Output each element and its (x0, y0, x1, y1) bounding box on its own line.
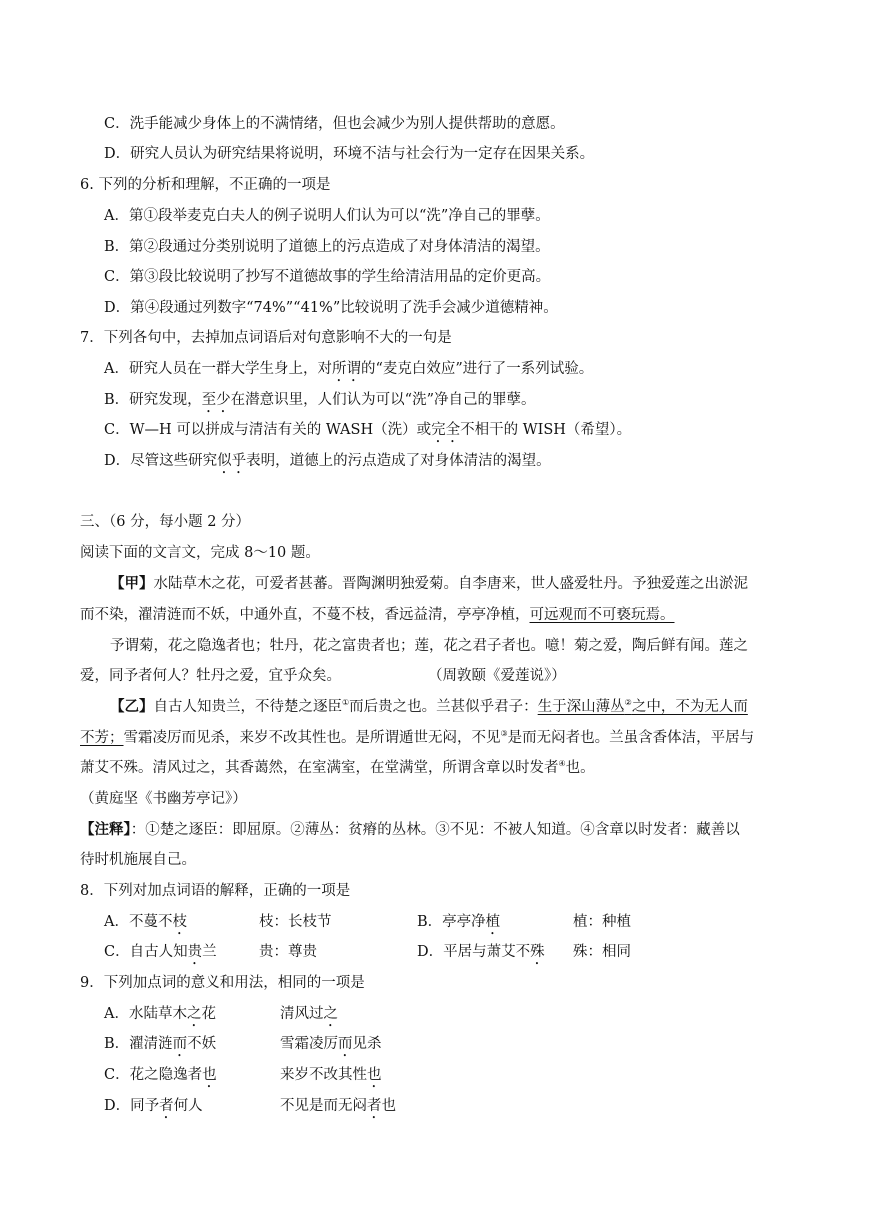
q9-a-text-end: 花 (201, 1006, 216, 1022)
underlined-text: 生于深山薄丛 (537, 699, 625, 715)
q9-b-text: 雪霜凌厉 (280, 1036, 338, 1052)
q9-a-text: A．水陆草木 (104, 1006, 187, 1022)
underlined-sentence (538, 699, 748, 715)
q7-stem: 7．下列各句中，去掉加点词语后对句意影响不大的一句是 (80, 330, 452, 346)
q9-c-text: 来岁不改其性 (280, 1067, 367, 1083)
passage-yi-text: 自古人知贵兰，不待楚之逐臣 (153, 699, 342, 715)
q9-b-text-end: 见杀 (352, 1036, 382, 1052)
q9-option-c-left (104, 1065, 217, 1091)
q8-option-c-gloss: 贵：尊贵 (259, 944, 317, 960)
q8-a-text: A．不蔓不 (104, 914, 173, 930)
q7-b-text-end: 在潜意识里，人们认为可以“洗”净自己的罪孽。 (230, 392, 536, 408)
q8-d-dotted-word: 殊 (530, 944, 545, 960)
q9-d-text-end: 也 (381, 1098, 396, 1114)
q8-c-text: C．自古人知 (104, 944, 188, 960)
q6-option-d: D．第④段通过列数字“74%”“41%”比较说明了洗手会减少道德精神。 (104, 300, 558, 316)
passage-jia-source: （周敦颐《爱莲说》） (428, 668, 566, 684)
q7-b-dotted-word: 至少 (201, 392, 231, 408)
passage-yi-text: 萧艾不殊。清风过之，其香蔼然，在室满室，在堂满堂，所谓含章以时发者 (80, 760, 559, 776)
note-marker: ④ (558, 759, 566, 769)
note-marker: ③ (500, 729, 508, 739)
q7-b-text: B．研究发现， (104, 392, 202, 408)
q8-option-d-gloss: 殊：相同 (573, 944, 631, 960)
passage-jia-line1 (110, 574, 748, 594)
q9-d-text: 不见是而无闷 (280, 1098, 367, 1114)
notes-line1 (80, 820, 740, 840)
q8-option-b-gloss: 植：种植 (573, 914, 631, 930)
q6-stem: 6. 下列的分析和理解，不正确的一项是 (80, 177, 331, 193)
underlined-text: 之中，不为无人而 (631, 699, 748, 715)
q7-a-text: A．研究人员在一群大学生身上，对 (104, 361, 332, 377)
notes-label: 【注释】 (80, 821, 131, 838)
q6-option-a: A．第①段举麦克白夫人的例子说明人们认为可以“洗”净自己的罪孽。 (104, 208, 550, 224)
q9-option-a-left (104, 1004, 216, 1030)
q9-d-dotted-word: 者 (367, 1098, 382, 1114)
q7-d-text-end: 表明，道德上的污点造成了对身体清洁的渴望。 (246, 453, 551, 469)
q7-option-d (104, 451, 551, 477)
passage-jia-line2 (80, 605, 675, 625)
q9-c-dotted-word: 也 (202, 1067, 217, 1083)
section3-heading: 三、（6 分，每小题 2 分） (80, 514, 251, 530)
q9-a-text: 清风过 (280, 1006, 324, 1022)
q8-a-dotted-word: 枝 (172, 914, 187, 930)
passage-jia-label: 【甲】 (110, 575, 154, 592)
q9-b-dotted-word: 而 (172, 1036, 188, 1052)
q8-option-d (417, 942, 545, 968)
q7-c-text-end: 不相干的 WISH（希望）。 (460, 422, 632, 438)
q7-option-c (104, 420, 631, 446)
q9-b-dotted-word: 而 (338, 1036, 353, 1052)
passage-jia-text: 而不染，濯清涟而不妖，中通外直，不蔓不枝，香远益清，亭亭净植， (80, 607, 530, 623)
q9-b-text-end: 不妖 (187, 1036, 217, 1052)
q9-a-dotted-word: 之 (323, 1006, 338, 1022)
passage-yi-text: 也。 (565, 760, 595, 776)
q9-c-text: C．花之隐逸者 (104, 1067, 203, 1083)
q9-option-b-right (280, 1034, 382, 1060)
passage-yi-line1 (110, 697, 748, 717)
q9-option-d-right (280, 1096, 396, 1122)
underlined-sentence: 可远观而不可亵玩焉。 (529, 607, 675, 623)
passage-yi-line2 (80, 728, 754, 748)
q7-d-dotted-word: 似乎 (217, 453, 247, 469)
q8-option-a-gloss: 枝：长枝节 (259, 914, 332, 930)
passage-jia-text: 水陆草木之花，可爱者甚蕃。晋陶渊明独爱菊。自李唐来，世人盛爱牡丹。予独爱莲之出淤泥 (153, 576, 748, 592)
passage-yi-text: 雪霜凌厉而见杀，来岁不改其性也。是所谓遁世无闷，不见 (123, 730, 501, 746)
q8-b-dotted-word: 植 (485, 914, 501, 930)
q9-option-a-right (280, 1004, 338, 1030)
passage-jia-line4: 爱，同予者何人？牡丹之爱，宜乎众矣。 (80, 668, 341, 684)
q8-option-c (104, 942, 217, 968)
q9-option-b-left (104, 1034, 216, 1060)
q9-d-text-end: 何人 (173, 1098, 203, 1114)
section3-instruction: 阅读下面的文言文，完成 8～10 题。 (80, 545, 320, 561)
q8-option-a (104, 912, 187, 938)
q9-option-d-left (104, 1096, 203, 1122)
q7-option-b (104, 390, 535, 416)
q9-d-text: D．同予 (104, 1098, 160, 1114)
passage-yi-line3 (80, 758, 595, 778)
q7-d-text: D．尽管这些研究 (104, 453, 218, 469)
passage-jia-line3: 予谓菊，花之隐逸者也；牡丹，花之富贵者也；莲，花之君子者也。噫！菊之爱，陶后鲜有闻。莲之 (110, 638, 748, 654)
q7-a-dotted-word: 所谓 (331, 361, 361, 377)
notes-text: ：①楚之逐臣：即屈原。②薄丛：贫瘠的丛林。③不见：不被人知道。④含章以时发者：藏善以 (130, 822, 740, 838)
q9-b-text: B．濯清涟 (104, 1036, 173, 1052)
note-marker: ② (624, 698, 632, 708)
q7-c-dotted-word: 完全 (431, 422, 461, 438)
q6-option-c: C．第③段比较说明了抄写不道德故事的学生给清洁用品的定价更高。 (104, 269, 551, 285)
q8-option-b (417, 912, 500, 938)
q9-c-dotted-word: 也 (367, 1067, 382, 1083)
passage-yi-label: 【乙】 (110, 698, 154, 715)
q8-stem: 8．下列对加点词语的解释，正确的一项是 (80, 883, 351, 899)
q9-a-dotted-word: 之 (186, 1006, 202, 1022)
q8-d-text: D．平居与萧艾不 (417, 944, 531, 960)
q5-option-c: C．洗手能减少身体上的不满情绪，但也会减少为别人提供帮助的意愿。 (104, 116, 565, 132)
passage-yi-source: （黄庭坚《书幽芳亭记》） (80, 791, 247, 807)
q8-c-text-end: 兰 (202, 944, 217, 960)
q9-option-c-right (280, 1065, 382, 1091)
q8-c-dotted-word: 贵 (187, 944, 203, 960)
q7-a-text-end: 的“麦克白效应”进行了一系列试验。 (360, 361, 594, 377)
note-marker: ① (342, 698, 350, 708)
q8-b-text: B．亭亭净 (417, 914, 486, 930)
notes-line2: 待时机施展自己。 (80, 852, 196, 868)
q7-c-text: C．W—H 可以拼成与清洁有关的 WASH（洗）或 (104, 422, 432, 438)
q5-option-d: D．研究人员认为研究结果将说明，环境不洁与社会行为一定存在因果关系。 (104, 146, 595, 162)
q7-option-a (104, 359, 593, 385)
q9-stem: 9．下列加点词的意义和用法，相同的一项是 (80, 975, 365, 991)
underlined-text: 不芳； (80, 730, 124, 746)
q9-d-dotted-word: 者 (159, 1098, 174, 1114)
passage-yi-text: 而后贵之也。兰甚似乎君子： (349, 699, 538, 715)
passage-yi-text: 是而无闷者也。兰虽含香体洁，平居与 (507, 730, 755, 746)
q6-option-b: B．第②段通过分类别说明了道德上的污点造成了对身体清洁的渴望。 (104, 239, 550, 255)
